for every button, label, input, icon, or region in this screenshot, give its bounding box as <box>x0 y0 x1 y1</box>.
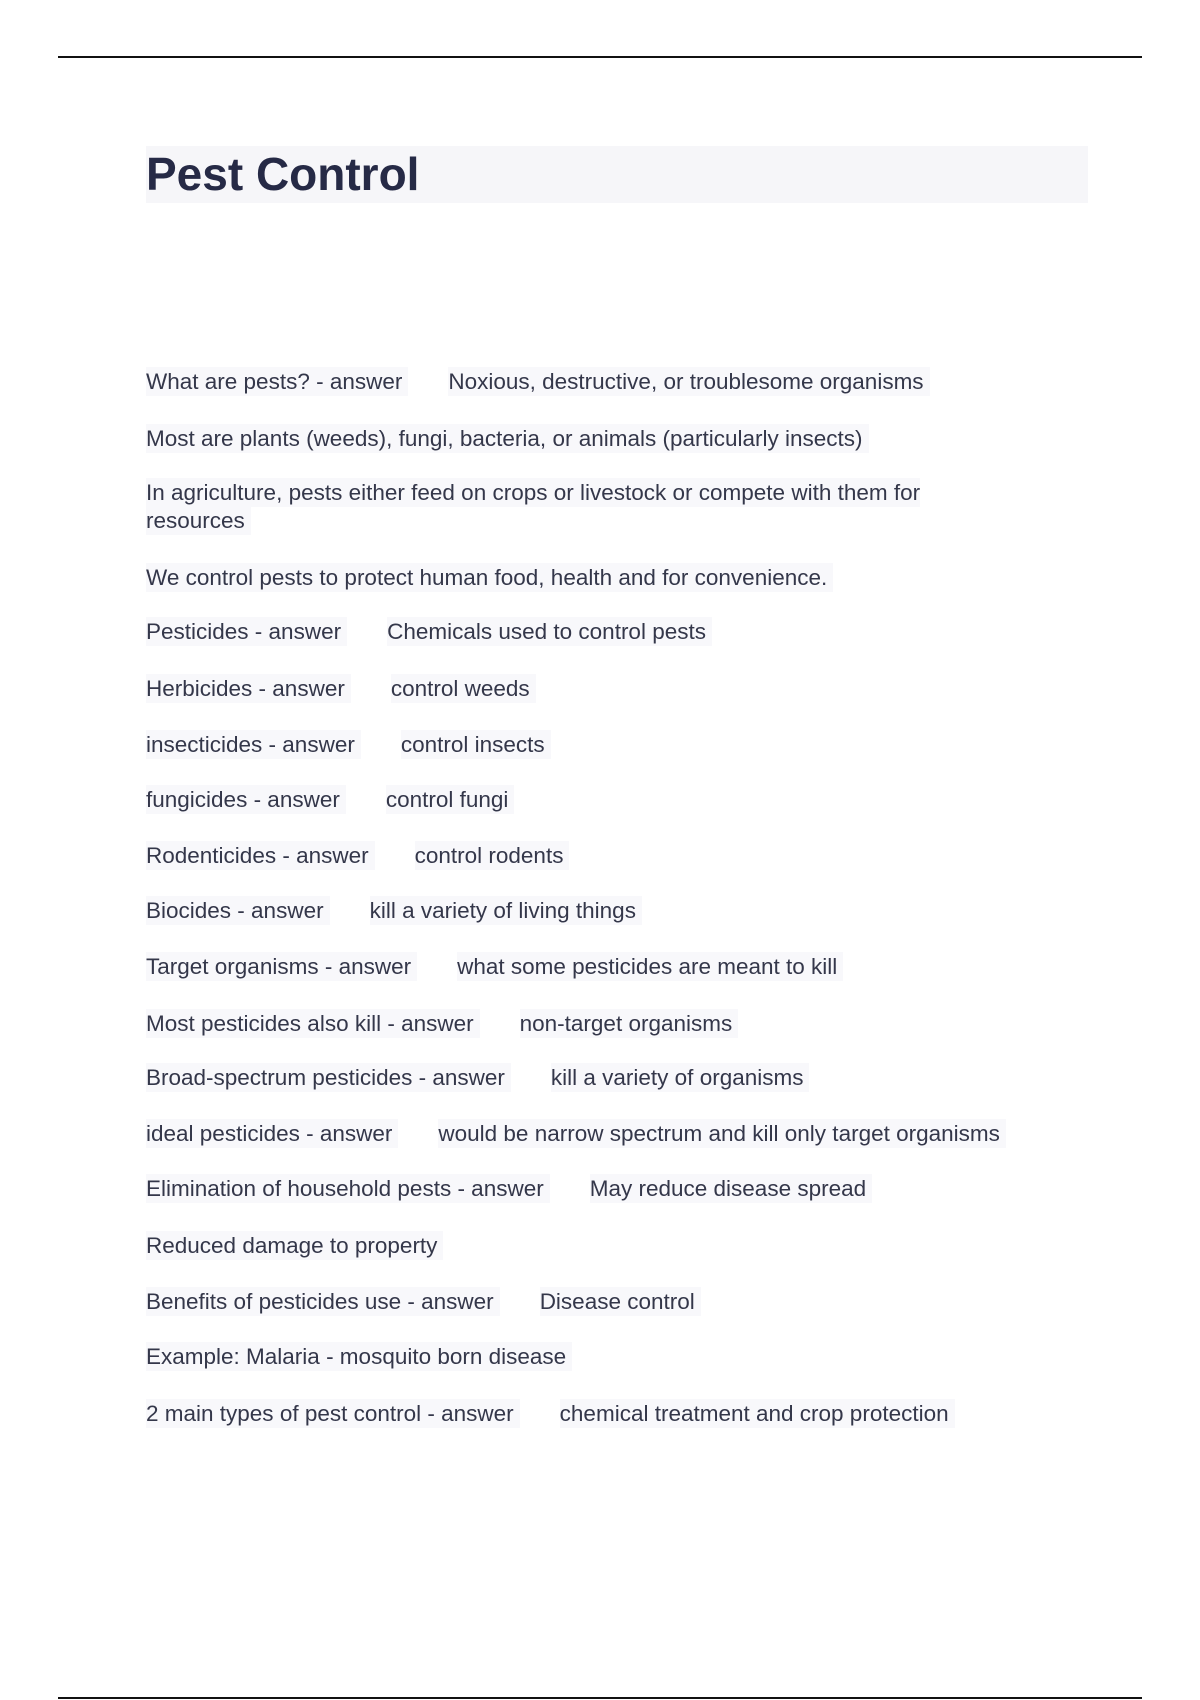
entry-answer: control fungi <box>386 785 515 814</box>
page-title: Pest Control <box>146 148 420 200</box>
top-rule <box>58 56 1142 58</box>
entry-term: Elimination of household pests - answer <box>146 1174 550 1203</box>
entry-text: In agriculture, pests either feed on crops or livestock or compete with them for resources <box>146 480 921 533</box>
list-item <box>146 731 551 759</box>
list-item <box>146 842 569 870</box>
list-item <box>146 1175 872 1203</box>
entry-term: Benefits of pesticides use - answer <box>146 1287 500 1316</box>
entry-answer: control weeds <box>391 674 536 703</box>
entry-answer: Disease control <box>540 1287 701 1316</box>
entry-term: Target organisms - answer <box>146 952 417 981</box>
list-item <box>146 786 514 814</box>
entry-answer: would be narrow spectrum and kill only target organisms <box>438 1119 1006 1148</box>
bottom-rule <box>58 1697 1142 1699</box>
entry-term: insecticides - answer <box>146 730 361 759</box>
entry-term: Biocides - answer <box>146 896 330 925</box>
entry-answer: chemical treatment and crop protection <box>560 1399 955 1428</box>
entry-term: Most pesticides also kill - answer <box>146 1009 480 1038</box>
list-item <box>146 953 843 981</box>
entry-answer: Noxious, destructive, or troublesome organisms <box>448 367 929 396</box>
list-item <box>146 564 833 592</box>
list-item <box>146 1010 738 1038</box>
list-item <box>146 675 536 703</box>
entry-term: ideal pesticides - answer <box>146 1119 398 1148</box>
list-item <box>146 618 712 646</box>
list-item <box>146 368 930 396</box>
list-item <box>146 1120 1006 1148</box>
entry-answer: kill a variety of living things <box>370 896 642 925</box>
list-item <box>146 1064 809 1092</box>
list-item <box>146 425 869 453</box>
list-item <box>146 897 642 925</box>
list-item <box>146 1343 572 1371</box>
entry-answer: what some pesticides are meant to kill <box>457 952 843 981</box>
entry-answer: control insects <box>401 730 551 759</box>
entry-text: Example: Malaria - mosquito born disease <box>146 1342 572 1371</box>
entry-term: 2 main types of pest control - answer <box>146 1399 520 1428</box>
entry-answer: non-target organisms <box>520 1009 739 1038</box>
entry-text: We control pests to protect human food, health and for convenience. <box>146 563 833 592</box>
entry-text: Reduced damage to property <box>146 1231 443 1260</box>
entry-term: fungicides - answer <box>146 785 346 814</box>
entry-answer: Chemicals used to control pests <box>387 617 712 646</box>
entry-term: Pesticides - answer <box>146 617 347 646</box>
list-item <box>146 479 1016 535</box>
entry-answer: May reduce disease spread <box>590 1174 872 1203</box>
entry-term: What are pests? - answer <box>146 367 408 396</box>
entry-answer: control rodents <box>415 841 570 870</box>
entry-term: Rodenticides - answer <box>146 841 375 870</box>
list-item <box>146 1232 443 1260</box>
list-item <box>146 1400 955 1428</box>
entry-answer: kill a variety of organisms <box>551 1063 810 1092</box>
entry-text: Most are plants (weeds), fungi, bacteria, or animals (particularly insects) <box>146 424 869 453</box>
entry-term: Herbicides - answer <box>146 674 351 703</box>
list-item <box>146 1288 701 1316</box>
entry-term: Broad-spectrum pesticides - answer <box>146 1063 511 1092</box>
